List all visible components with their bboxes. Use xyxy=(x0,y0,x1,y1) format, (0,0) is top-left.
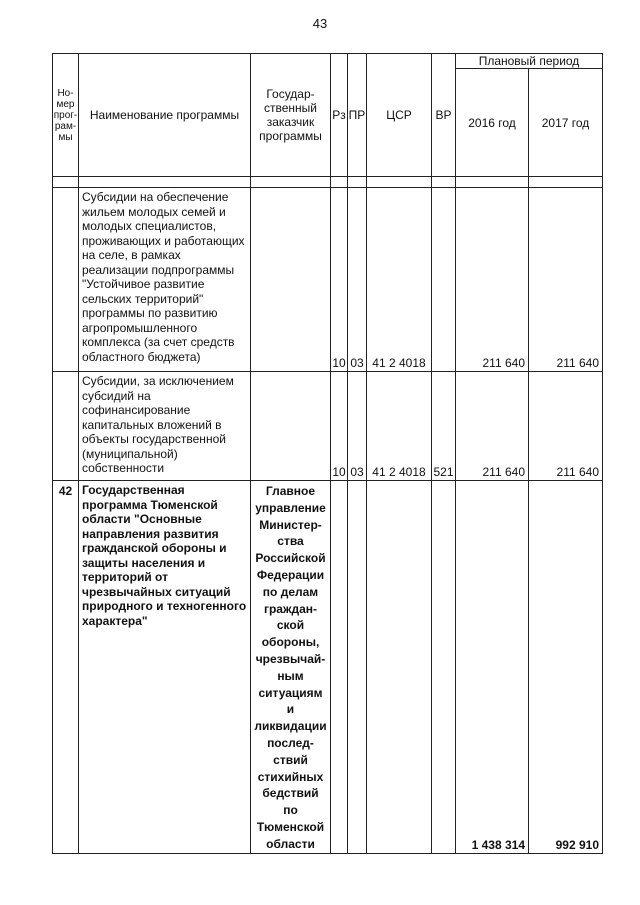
row-customer: Главное управление Министер- ства Российской Федерации по делам граждан- ской обороны, чрезвычай- ным ситуациям и ликвидации послед- ствий стихийных бедствий по Тюменской области xyxy=(251,481,331,854)
header-rz: Рз xyxy=(331,54,348,177)
row-pr xyxy=(348,481,367,854)
row-vr xyxy=(432,481,456,854)
header-year-2017: 2017 год xyxy=(529,69,603,177)
header-csr: ЦСР xyxy=(367,54,432,177)
header-program-name: Наименование программы xyxy=(79,54,251,177)
row-number xyxy=(53,372,79,481)
budget-table xyxy=(52,53,603,854)
header-row-top xyxy=(53,54,603,69)
row-pr: 03 xyxy=(348,372,367,481)
page-number: 43 xyxy=(312,16,328,31)
table-row xyxy=(53,481,603,854)
row-csr: 41 2 4018 xyxy=(367,372,432,481)
row-rz xyxy=(331,481,348,854)
row-amount-2017: 992 910 xyxy=(529,481,603,854)
row-number xyxy=(53,188,79,372)
row-customer xyxy=(251,372,331,481)
row-csr xyxy=(367,481,432,854)
table-row xyxy=(53,372,603,481)
header-pr: ПР xyxy=(348,54,367,177)
row-vr xyxy=(432,188,456,372)
row-amount-2016: 1 438 314 xyxy=(456,481,529,854)
row-number: 42 xyxy=(53,481,79,854)
row-name: Субсидии на обеспечение жильем молодых семей и молодых специалистов, проживающих и работающих на селе, в рамках реализации подпрограммы "Устойчивое развитие сельских территорий" программы по развитию агропромышленного комплекса (за счет средств областного бюджета) xyxy=(79,188,251,372)
header-year-2016: 2016 год xyxy=(456,69,529,177)
row-name: Государственная программа Тюменской области "Основные направления развития гражданской обороны и защиты населения и территорий от чрезвычайных ситуаций природного и техногенного характера" xyxy=(79,481,251,854)
row-csr: 41 2 4018 xyxy=(367,188,432,372)
header-planning-period: Плановый период xyxy=(456,54,603,69)
header-customer: Государ- ственный заказчик программы xyxy=(251,54,331,177)
header-vr: ВР xyxy=(432,54,456,177)
row-rz: 10 xyxy=(331,372,348,481)
gap-row xyxy=(53,177,603,188)
table-row xyxy=(53,188,603,372)
header-program-number: Но- мер прог- рам- мы xyxy=(53,54,79,177)
row-amount-2016: 211 640 xyxy=(456,372,529,481)
row-name: Субсидии, за исключением субсидий на софинансирование капитальных вложений в объекты государственной (муниципальной) собственности xyxy=(79,372,251,481)
row-customer xyxy=(251,188,331,372)
row-pr: 03 xyxy=(348,188,367,372)
row-amount-2017: 211 640 xyxy=(529,372,603,481)
row-amount-2016: 211 640 xyxy=(456,188,529,372)
row-amount-2017: 211 640 xyxy=(529,188,603,372)
row-rz: 10 xyxy=(331,188,348,372)
row-vr: 521 xyxy=(432,372,456,481)
